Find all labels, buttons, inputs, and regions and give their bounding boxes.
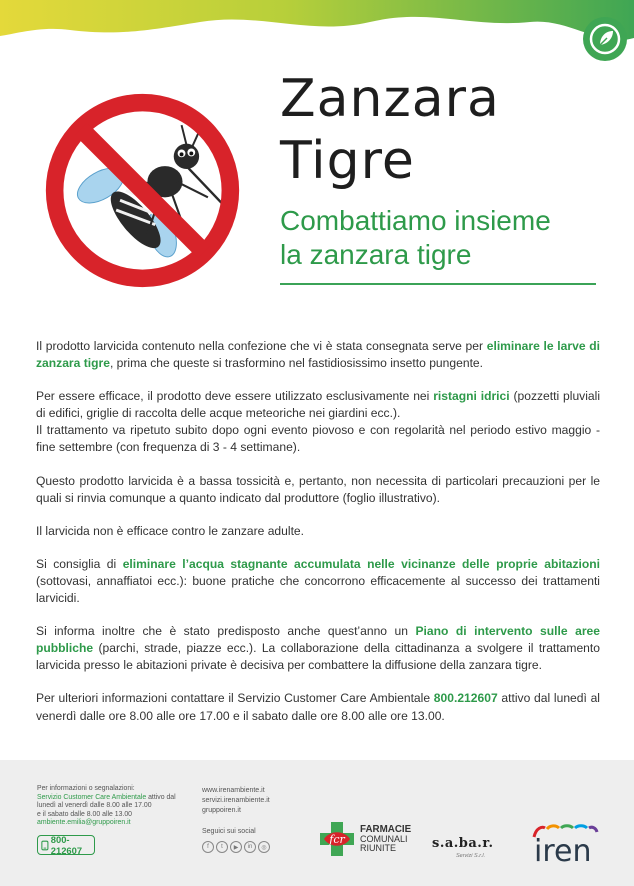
fcr-line-3: RIUNITE: [360, 843, 396, 853]
website-link-2[interactable]: servizi.irenambiente.it: [202, 797, 270, 804]
linkedin-icon[interactable]: in: [244, 841, 256, 853]
p6-text-b: (parchi, strade, piazze ecc.). La collaborazione della cittadinanza a svolgere il trattamento larvicida presso le abitazioni private è decisiva per combattere la diffusione della zanzara tigre.: [36, 641, 600, 673]
iren-logo: [530, 824, 600, 869]
p2-text-a: Per essere efficace, il prodotto deve essere utilizzato esclusivamente nei: [36, 389, 434, 404]
p5-highlight: eliminare l’acqua stagnante accumulata nelle vicinanze delle proprie abitazioni: [122, 556, 600, 571]
title-line-1: Zanzara: [280, 69, 500, 129]
leaf-icon: [580, 14, 630, 64]
social-label: Seguici sui social: [202, 828, 256, 835]
phone-icon: [41, 840, 49, 851]
paragraph-2: [36, 388, 600, 456]
p6-highlight: Piano di intervento sulle aree pubbliche: [36, 624, 600, 656]
fcr-cross-icon: [320, 822, 354, 856]
footer-contact: [37, 785, 187, 828]
p7-text-a: Per ulteriori informazioni contattare il Servizio Customer Care Ambientale: [36, 691, 434, 706]
service-name: Servizio Customer Care Ambientale: [37, 793, 147, 801]
p7-phone-highlight: 800.212607: [433, 691, 498, 706]
paragraph-7: [36, 690, 600, 724]
website-link-1[interactable]: www.irenambiente.it: [202, 787, 265, 794]
p5-text-a: Si consiglia di: [36, 556, 123, 571]
social-icons: [202, 841, 270, 853]
website-link-3[interactable]: gruppoiren.it: [202, 807, 241, 814]
fcr-text: [360, 825, 411, 854]
body-text: [36, 338, 600, 741]
paragraph-4: Il larvicida non è efficace contro le zanzare adulte.: [36, 523, 305, 538]
top-wave-decoration: [0, 0, 634, 70]
youtube-icon[interactable]: ▶: [230, 841, 242, 853]
p2-highlight: ristagni idrici: [433, 389, 510, 404]
twitter-icon[interactable]: t: [216, 841, 228, 853]
fcr-mark: fcr: [329, 833, 345, 846]
fcr-line-2: COMUNALI: [360, 833, 408, 844]
service-hours-b: e il sabato dalle 8.00 alle 13.00: [37, 810, 133, 818]
p1-text-a: Il prodotto larvicida contenuto nella confezione che vi è stata consegnata serve per: [36, 339, 487, 353]
iren-wordmark: iren: [534, 834, 592, 869]
p7-text-b: attivo dal lunedì al venerdì dalle ore 8.00 alle ore 17.00 e il sabato dalle ore 8.00 alle ore 13.00.: [36, 691, 600, 723]
phone-number[interactable]: 800-212607: [50, 834, 83, 856]
fcr-line-1: FARMACIE: [360, 824, 412, 835]
paragraph-5: [36, 556, 600, 607]
footer: [0, 760, 634, 886]
subtitle: [280, 204, 600, 272]
p5-text-b: (sottovasi, annaffiatoi ecc.): buone pratiche che concorrono efficacemente al successo dei trattamenti larvicidi.: [36, 573, 600, 606]
service-hours-a: attivo dal lunedì al venerdì dalle 8.00 alle 17.00: [37, 793, 176, 810]
info-label: Per informazioni o segnalazioni:: [37, 785, 135, 792]
title-divider: [280, 283, 596, 285]
p2-text-b: (pozzetti pluviali di edifici, griglie di raccolta delle acque meteoriche nei giardini ecc.).: [36, 389, 601, 421]
email-link[interactable]: ambiente.emilia@gruppoiren.it: [37, 819, 131, 827]
instagram-icon[interactable]: ◎: [258, 841, 270, 853]
paragraph-1: [36, 338, 600, 372]
title-line-2: Tigre: [280, 131, 415, 191]
service-line: [37, 794, 187, 811]
sabar-logo: s.a.ba.r.: [432, 836, 494, 851]
p1-text-b: , prima che queste si trasformino nel fastidiosissimo insetto pungente.: [109, 356, 484, 371]
fcr-logo: [320, 822, 425, 862]
no-mosquito-icon: [40, 88, 245, 293]
subtitle-line-2: la zanzara tigre: [280, 239, 472, 270]
footer-websites: [202, 786, 312, 816]
phone-badge: [37, 835, 95, 855]
title-block: [280, 68, 600, 285]
p1-highlight: eliminare le larve di zanzara tigre: [36, 339, 600, 371]
p2-text-c: Il trattamento va ripetuto subito dopo ogni evento piovoso e con regolarità nel periodo estivo maggio - fine settembre (con frequenza di 3 - 4 settimane).: [36, 423, 600, 455]
hero: [40, 68, 600, 308]
paragraph-3: Questo prodotto larvicida è a bassa tossicità e, pertanto, non necessita di particolari precauzioni per le quali si rinvia comunque a quanto indicato dal produttore (foglio illustrativo).: [36, 473, 600, 505]
subtitle-line-1: Combattiamo insieme: [280, 205, 551, 236]
facebook-icon[interactable]: f: [202, 841, 214, 853]
p6-text-a: Si informa inoltre che è stato predisposto anche quest’anno un: [36, 624, 416, 639]
sabar-subtitle: Servizi S.r.l.: [456, 853, 486, 859]
paragraph-6: [36, 623, 600, 674]
